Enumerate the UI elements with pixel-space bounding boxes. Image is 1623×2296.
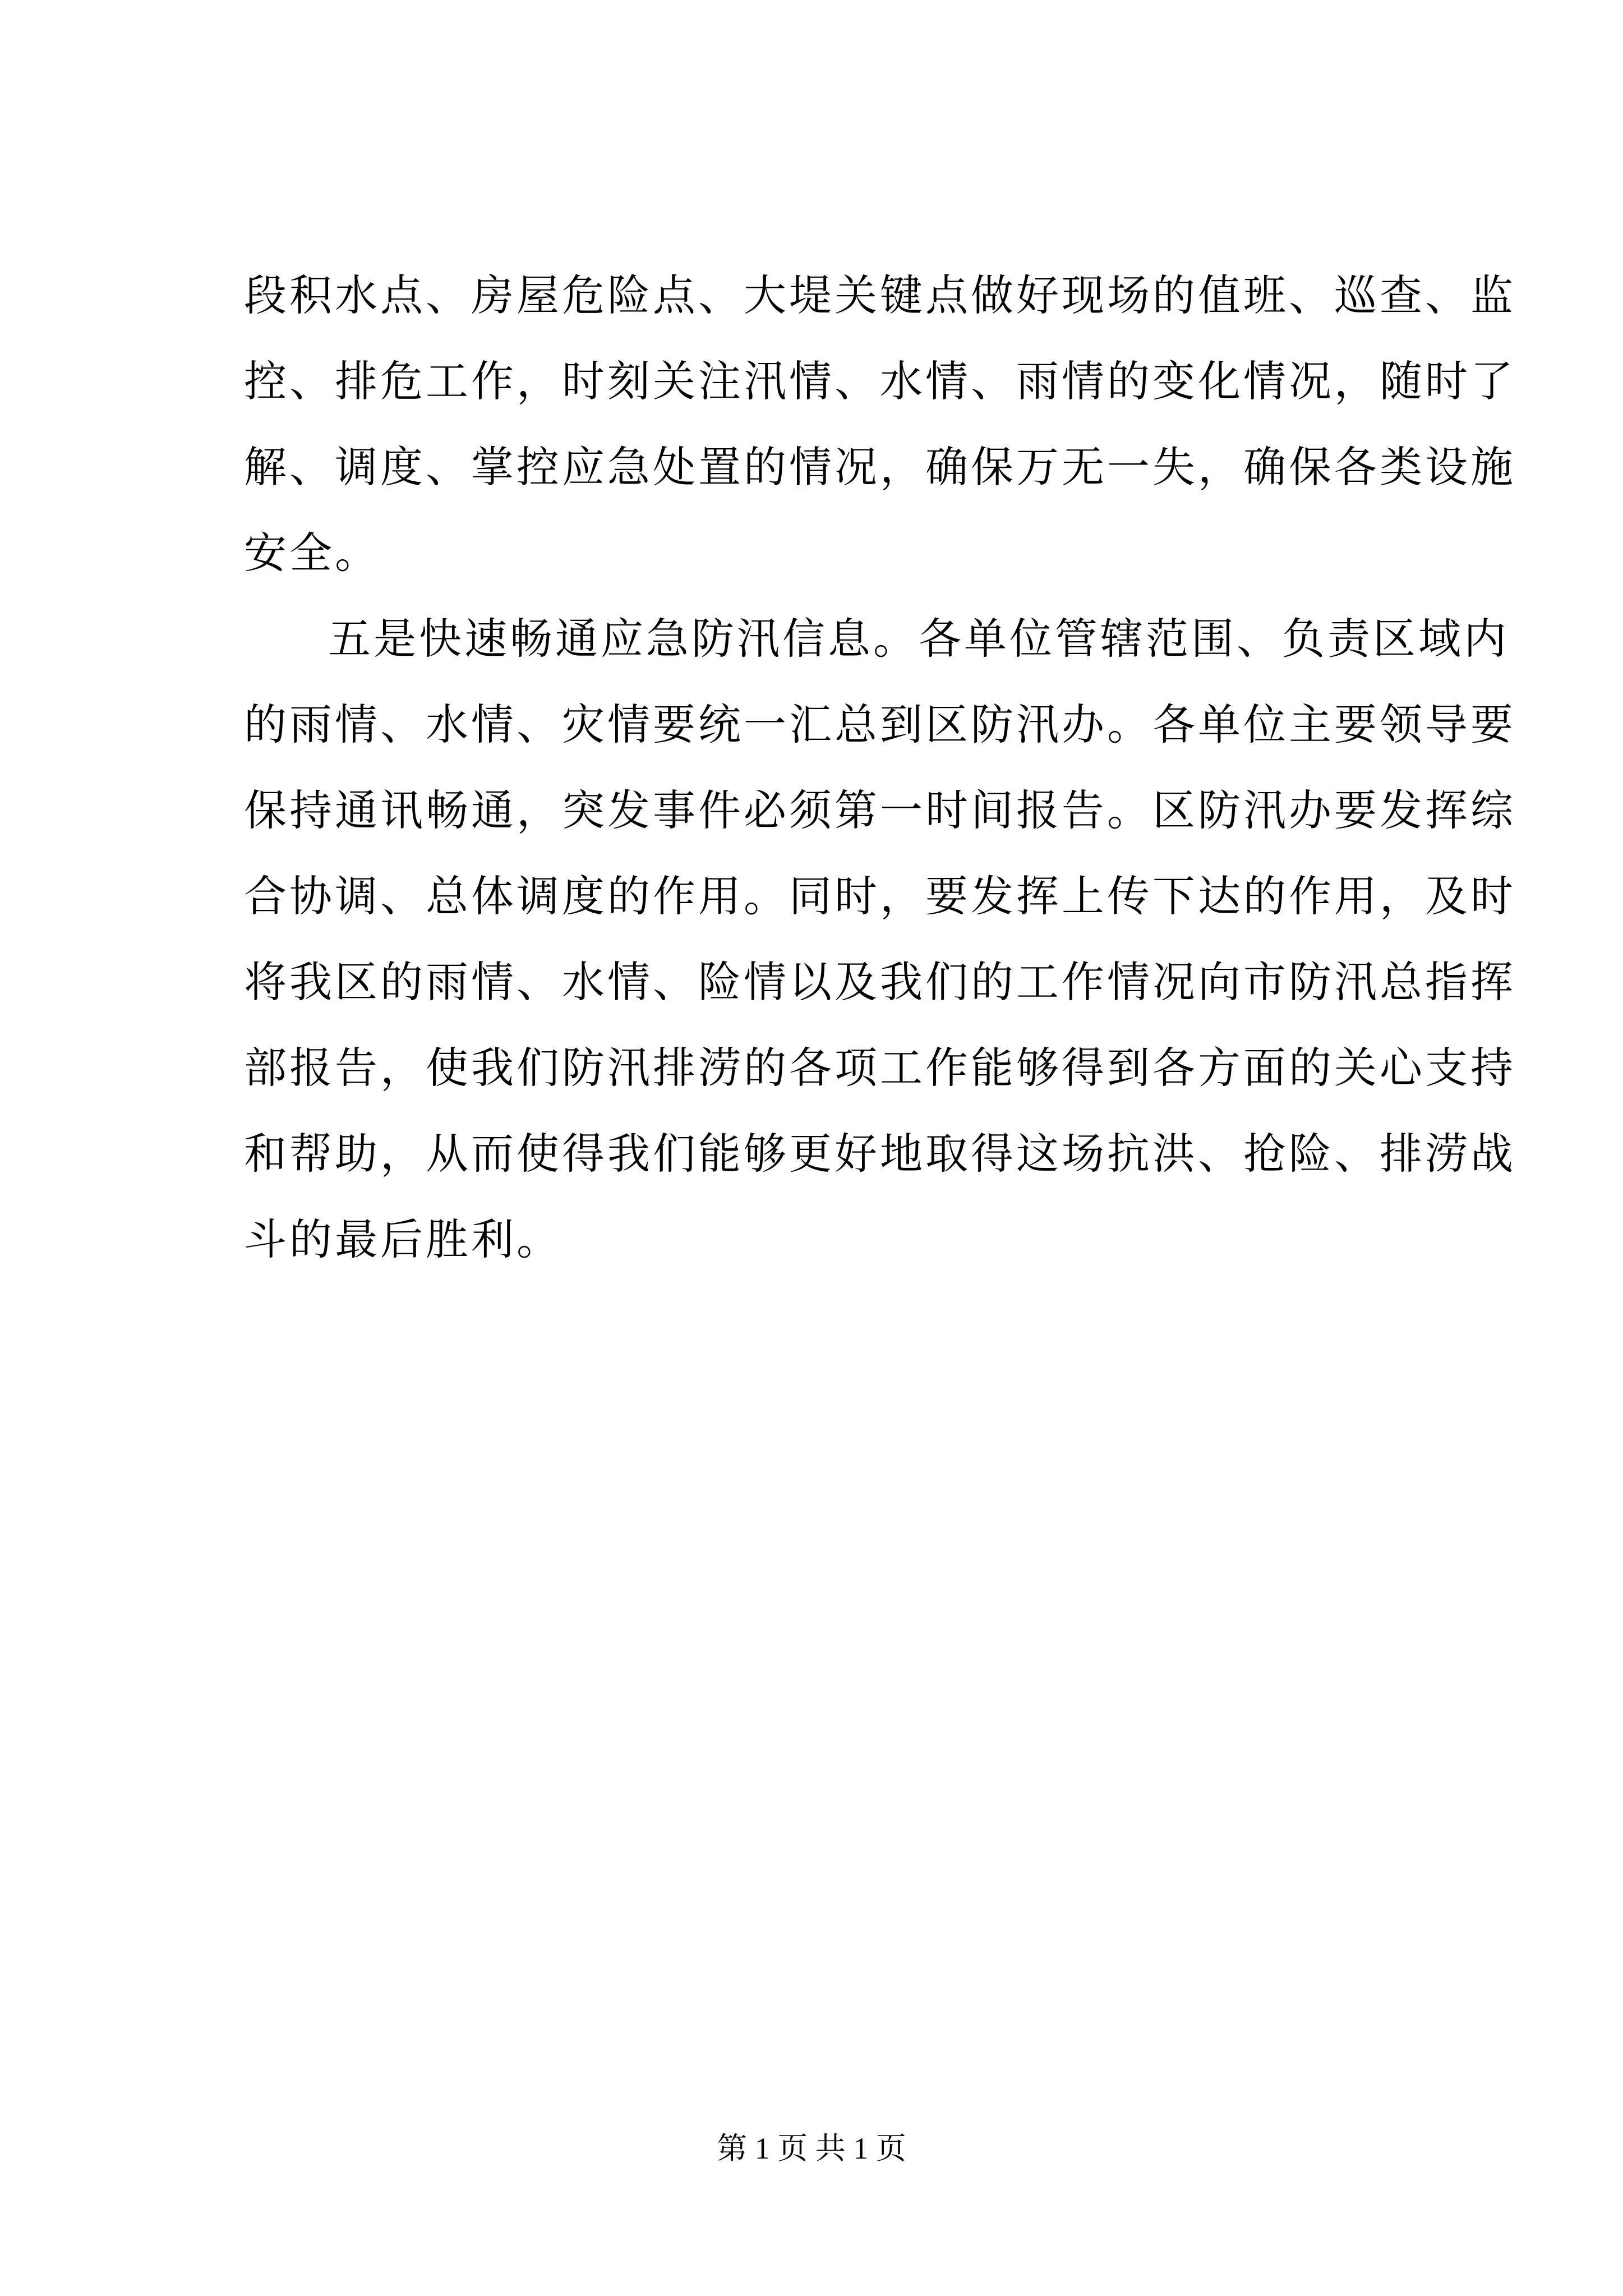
page-number-footer: 第 1 页 共 1 页 [717, 2132, 906, 2165]
paragraph-line: 和帮助，从而使得我们能够更好地取得这场抗洪、抢险、排涝战 [244, 1129, 1516, 1179]
document-body [244, 252, 1516, 1282]
paragraph-line: 合协调、总体调度的作用。同时，要发挥上传下达的作用，及时 [244, 871, 1516, 921]
paragraph-line: 解、调度、掌控应急处置的情况，确保万无一失，确保各类设施 [244, 442, 1516, 492]
paragraph-2 [244, 596, 1516, 1282]
paragraph-line: 的雨情、水情、灾情要统一汇总到区防汛办。各单位主要领导要 [244, 700, 1516, 749]
paragraph-line: 斗的最后胜利。 [244, 1214, 562, 1264]
paragraph-line: 安全。 [244, 528, 380, 578]
paragraph-line: 控、排危工作，时刻关注汛情、水情、雨情的变化情况，随时了 [244, 356, 1516, 406]
paragraph-line: 保持通讯畅通，突发事件必须第一时间报告。区防汛办要发挥综 [244, 785, 1516, 835]
paragraph-line: 将我区的雨情、水情、险情以及我们的工作情况向市防汛总指挥 [244, 957, 1516, 1007]
paragraph-1 [244, 252, 1516, 596]
paragraph-line: 部报告，使我们防汛排涝的各项工作能够得到各方面的关心支持 [244, 1043, 1516, 1093]
paragraph-line: 段积水点、房屋危险点、大堤关键点做好现场的值班、巡查、监 [244, 270, 1516, 320]
paragraph-line: 五是快速畅通应急防汛信息。各单位管辖范围、负责区域内 [328, 614, 1509, 664]
